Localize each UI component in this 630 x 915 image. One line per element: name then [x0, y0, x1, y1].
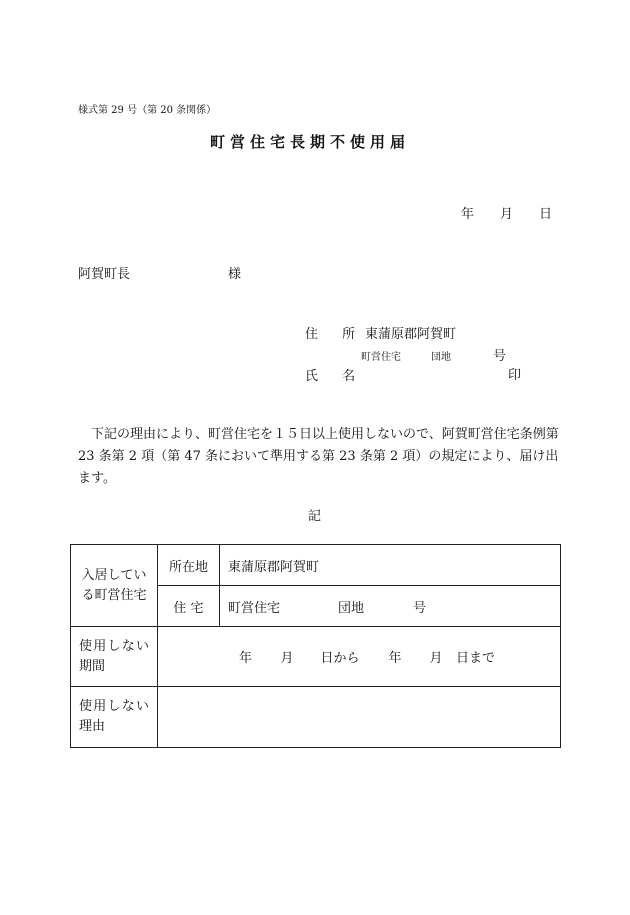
- body-paragraph: 下記の理由により、町営住宅を１５日以上使用しないので、阿賀町営住宅条例第 23 条第 2 項（第 47 条において準用する第 23 条第 2 項）の規定により、届け出ます。: [78, 427, 559, 486]
- date-line: [461, 203, 552, 222]
- address-subline: [361, 345, 506, 364]
- address-value: 東蒲原郡阿賀町: [365, 327, 457, 342]
- period-year1: 年: [238, 651, 252, 666]
- name-label: 氏 名: [305, 369, 366, 384]
- period-month1: 月: [280, 651, 294, 666]
- detail-table: [70, 544, 561, 748]
- address-housing: 町営住宅: [361, 352, 401, 363]
- date-month: 月: [500, 207, 514, 222]
- table-row-location: [71, 545, 561, 586]
- date-year: 年: [461, 207, 475, 222]
- residence-header: 入居している町営住宅: [71, 545, 158, 627]
- housing-label: 住 宅: [158, 586, 220, 627]
- housing-number: 号: [413, 600, 427, 616]
- period-value: [158, 627, 561, 687]
- housing-block: 団地: [338, 600, 365, 616]
- form-number: 様式第 29 号（第 20 条関係）: [78, 105, 217, 116]
- period-header: 使用しない期間: [71, 627, 158, 687]
- reason-value[interactable]: [158, 687, 561, 748]
- document-title: 町営住宅長期不使用届: [210, 133, 411, 151]
- address-line: [305, 323, 456, 342]
- seal-mark: 印: [508, 368, 522, 383]
- table-row-period: [71, 627, 561, 687]
- housing-value: [220, 586, 561, 627]
- location-value: 東蒲原郡阿賀町: [220, 545, 561, 586]
- housing-name: 町営住宅: [228, 600, 281, 616]
- recipient-name: 阿賀町長: [78, 267, 131, 282]
- table-row-reason: [71, 687, 561, 748]
- recipient-honorific: 様: [228, 267, 242, 282]
- name-line: [305, 365, 365, 384]
- period-month2: 月: [429, 651, 443, 666]
- address-label: 住 所: [305, 327, 366, 342]
- ki-heading: 記: [308, 509, 322, 524]
- period-day2: 日まで: [455, 651, 495, 666]
- period-day1: 日から: [320, 651, 360, 666]
- period-year2: 年: [388, 651, 402, 666]
- recipient: [78, 263, 242, 282]
- date-day: 日: [539, 207, 553, 222]
- address-number: 号: [493, 349, 507, 364]
- address-block: 団地: [431, 352, 451, 363]
- location-label: 所在地: [158, 545, 220, 586]
- reason-header: 使用しない理由: [71, 687, 158, 748]
